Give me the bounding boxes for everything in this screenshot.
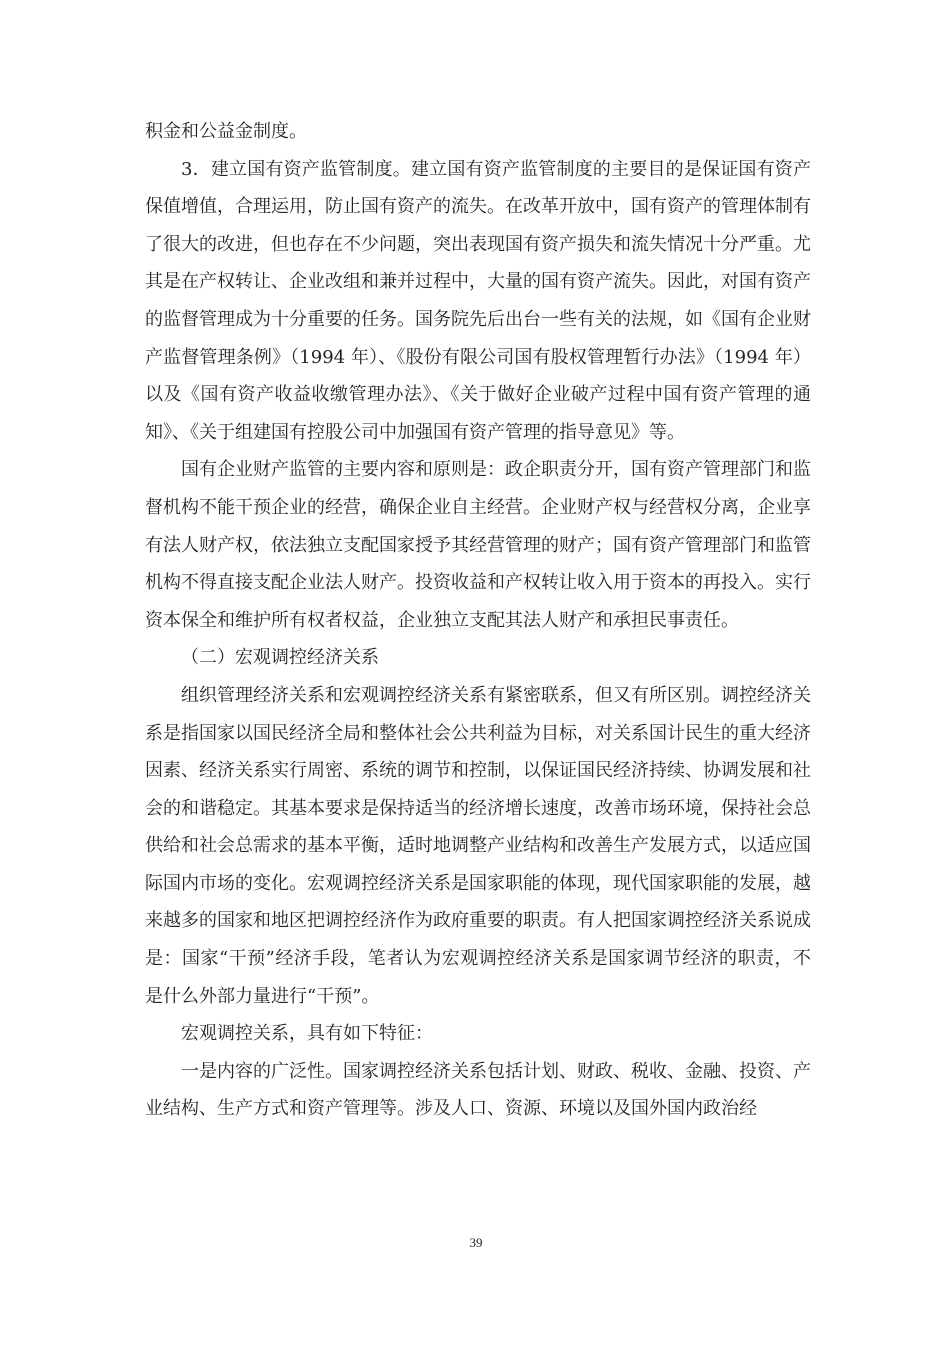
paragraph-features-intro: 宏观调控关系，具有如下特征：	[181, 1023, 433, 1045]
paragraph-supervision-principles: 国有企业财产监管的主要内容和原则是：政企职责分开，国有资产管理部门和监督机构不能干预企业的经营，确保企业自主经营。企业财产权与经营权分离，企业享有法人财产权，依法独立支配国家授予其经营管理的财产；国有资产管理部门和监管机构不得直接支配企业法人财产。投资收益和产权转让收入用于资本的再投入。实行资本保全和维护所有权者权益，企业独立支配其法人财产和承担民事责任。	[145, 459, 811, 631]
paragraph-macro-control-definition: 组织管理经济关系和宏观调控经济关系有紧密联系，但又有所区别。调控经济关系是指国家以国民经济全局和整体社会公共利益为目标，对关系国计民生的重大经济因素、经济关系实行周密、系统的调节和控制，以保证国民经济持续、协调发展和社会的和谐稳定。其基本要求是保持适当的经济增长速度，改善市场环境，保持社会总供给和社会总需求的基本平衡，适时地调整产业结构和改善生产发展方式，以适应国际国内市场的变化。宏观调控经济关系是国家职能的体现，现代国家职能的发展，越来越多的国家和地区把调控经济作为政府重要的职责。有人把国家调控经济关系说成是：国家“干预”经济手段，笔者认为宏观调控经济关系是国家调节经济的职责，不是什么外部力量进行“干预”。	[145, 684, 811, 1007]
page-number: 39	[469, 1235, 483, 1250]
paragraph-asset-supervision: 3．建立国有资产监管制度。建立国有资产监管制度的主要目的是保证国有资产保值增值，合理运用，防止国有资产的流失。在改革开放中，国有资产的管理体制有了很大的改进，但也存在不少问题，突出表现国有资产损失和流失情况十分严重。尤其是在产权转让、企业改组和兼并过程中，大量的国有资产流失。因此，对国有资产的监督管理成为十分重要的任务。国务院先后出台一些有关的法规，如《国有企业财产监督管理条例》（1994 年）、《股份有限公司国有股权管理暂行办法》（1994 年）以及《国有资产收益收缴管理办法》、《关于做好企业破产过程中国有资产管理的通知》、《关于组建国有控股公司中加强国有资产管理的指导意见》等。	[145, 158, 811, 443]
paragraph-continuation: 积金和公益金制度。	[145, 121, 307, 142]
body-text	[145, 113, 811, 1128]
section-heading-macro-control: （二）宏观调控经济关系	[181, 647, 379, 669]
paragraph-feature-breadth: 一是内容的广泛性。国家调控经济关系包括计划、财政、税收、金融、投资、产业结构、生产方式和资产管理等。涉及人口、资源、环境以及国外国内政治经	[145, 1060, 811, 1120]
